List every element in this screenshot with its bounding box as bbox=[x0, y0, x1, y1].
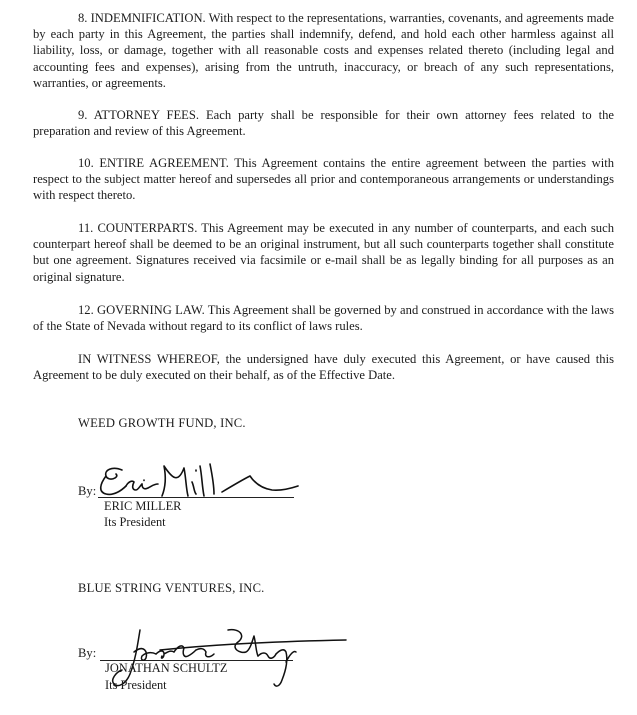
clause-counterparts: 11. COUNTERPARTS. This Agreement may be executed in any number of counterparts, and each such counterpart hereof shall be deemed to be an original instrument, but all such counterparts together shall constitute but one agreement. Signatures received via facsimile or e-mail shall be as legally binding for all purposes as an original signature. bbox=[33, 221, 614, 284]
signer-name: JONATHAN SCHULTZ bbox=[105, 661, 228, 675]
clause-attorney-fees: 9. ATTORNEY FEES. Each party shall be responsible for their own attorney fees related to the preparation and review of this Agreement. bbox=[33, 108, 614, 139]
signer-name: ERIC MILLER bbox=[104, 499, 182, 513]
witness-clause: IN WITNESS WHEREOF, the undersigned have duly executed this Agreement, or have caused this Agreement to be duly executed on their behalf, as of the Effective Date. bbox=[33, 352, 614, 383]
clause-governing-law: 12. GOVERNING LAW. This Agreement shall be governed by and construed in accordance with the laws of the State of Nevada without regard to its conflict of laws rules. bbox=[33, 303, 614, 334]
by-label: By: bbox=[78, 646, 97, 660]
clause-indemnification: 8. INDEMNIFICATION. With respect to the representations, warranties, covenants, and agreements made by each party in this Agreement, the parties shall indemnify, defend, and hold each other harmless against all liability, loss, or damage, together with all reasonable costs and expenses related thereto (including legal and accounting fees and expenses), arising from the untruth, inaccuracy, or breach of any such representations, warranties, or agreements. bbox=[33, 11, 614, 90]
company-name: WEED GROWTH FUND, INC. bbox=[78, 416, 246, 430]
company-name: BLUE STRING VENTURES, INC. bbox=[78, 581, 265, 595]
signer-title: Its President bbox=[104, 515, 166, 529]
clause-entire-agreement: 10. ENTIRE AGREEMENT. This Agreement contains the entire agreement between the parties with respect to the subject matter hereof and supersedes all prior and contemporaneous arrangements or understandings with respect thereto. bbox=[33, 156, 614, 203]
signer-title: Its President bbox=[105, 678, 167, 692]
by-label: By: bbox=[78, 484, 97, 498]
